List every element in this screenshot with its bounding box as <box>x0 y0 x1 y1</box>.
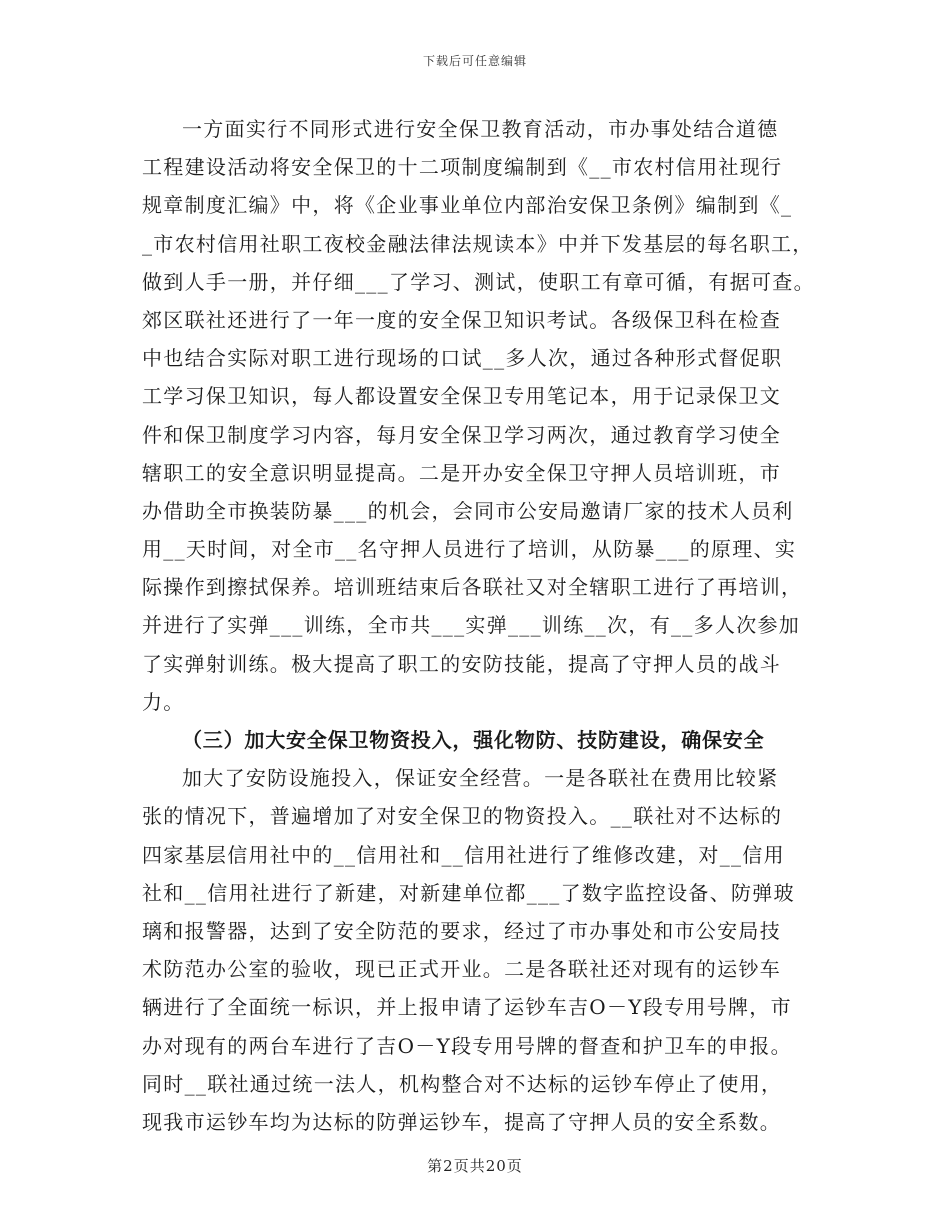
page-number-footer: 第2页共20页 <box>427 1157 523 1175</box>
paragraph-line: 办借助全市换装防暴___的机会，会同市公安局邀请厂家的技术人员利 <box>142 498 794 523</box>
paragraph-line: 做到人手一册，并仔细___了学习、测试，使职工有章可循，有据可查。 <box>142 269 815 294</box>
paragraph-line: 张的情况下，普遍增加了对安全保卫的物资投入。__联社对不达标的 <box>142 804 783 829</box>
paragraph-line: 并进行了实弹___训练，全市共___实弹___训练__次，有__多人次参加 <box>142 613 801 638</box>
paragraph-line: 际操作到擦拭保养。培训班结束后各联社又对全辖职工进行了再培训， <box>142 575 803 600</box>
paragraph-line: 郊区联社还进行了一年一度的安全保卫知识考试。各级保卫科在检查 <box>142 307 781 332</box>
document-body <box>142 110 814 1141</box>
paragraph-line: 辖职工的安全意识明显提高。二是开办安全保卫守押人员培训班，市 <box>142 460 781 485</box>
section-heading: （三）加大安全保卫物资投入，强化物防、技防建设，确保安全 <box>182 728 765 752</box>
page-header-note: 下载后可任意编辑 <box>422 54 527 68</box>
paragraph-line: 现我市运钞车均为达标的防弹运钞车，提高了守押人员的安全系数。 <box>142 1109 781 1134</box>
paragraph-line: 社和__信用社进行了新建，对新建单位都___了数字监控设备、防弹玻 <box>142 880 795 905</box>
paragraph-line: 工学习保卫知识，每人都设置安全保卫专用笔记本，用于记录保卫文 <box>142 384 781 409</box>
paragraph-line: 四家基层信用社中的__信用社和__信用社进行了维修改建，对__信用 <box>142 842 785 867</box>
paragraph-line: 规章制度汇编》中，将《企业事业单位内部治安保卫条例》编制到《_ <box>142 193 793 218</box>
paragraph-line: 中也结合实际对职工进行现场的口试__多人次，通过各种形式督促职 <box>142 346 783 371</box>
paragraph-line: 用__天时间，对全市__名守押人员进行了培训，从防暴___的原理、实 <box>142 537 797 562</box>
paragraph-line: _市农村信用社职工夜校金融法律法规读本》中并下发基层的每名职工， <box>142 231 814 256</box>
paragraph-line: 辆进行了全面统一标识，并上报申请了运钞车吉O－Y段专用号牌，市 <box>142 995 792 1020</box>
paragraph-line: 力。 <box>142 689 185 714</box>
paragraph-line: 办对现有的两台车进行了吉O－Y段专用号牌的督查和护卫车的申报。 <box>142 1033 792 1058</box>
paragraph-line: 加大了安防设施投入，保证安全经营。一是各联社在费用比较紧 <box>182 766 779 791</box>
paragraph-line: 工程建设活动将安全保卫的十二项制度编制到《__市农村信用社现行 <box>142 155 783 180</box>
paragraph-line: 了实弹射训练。极大提高了职工的安防技能，提高了守押人员的战斗 <box>142 651 781 676</box>
paragraph-line: 璃和报警器，达到了安全防范的要求，经过了市办事处和市公安局技 <box>142 918 781 943</box>
paragraph-line: 术防范办公室的验收，现已正式开业。二是各联社还对现有的运钞车 <box>142 957 781 982</box>
paragraph-line: 一方面实行不同形式进行安全保卫教育活动，市办事处结合道德 <box>182 117 779 141</box>
paragraph-line: 件和保卫制度学习内容，每月安全保卫学习两次，通过教育学习使全 <box>142 422 781 447</box>
paragraph-line: 同时__联社通过统一法人，机构整合对不达标的运钞车停止了使用， <box>142 1071 783 1096</box>
